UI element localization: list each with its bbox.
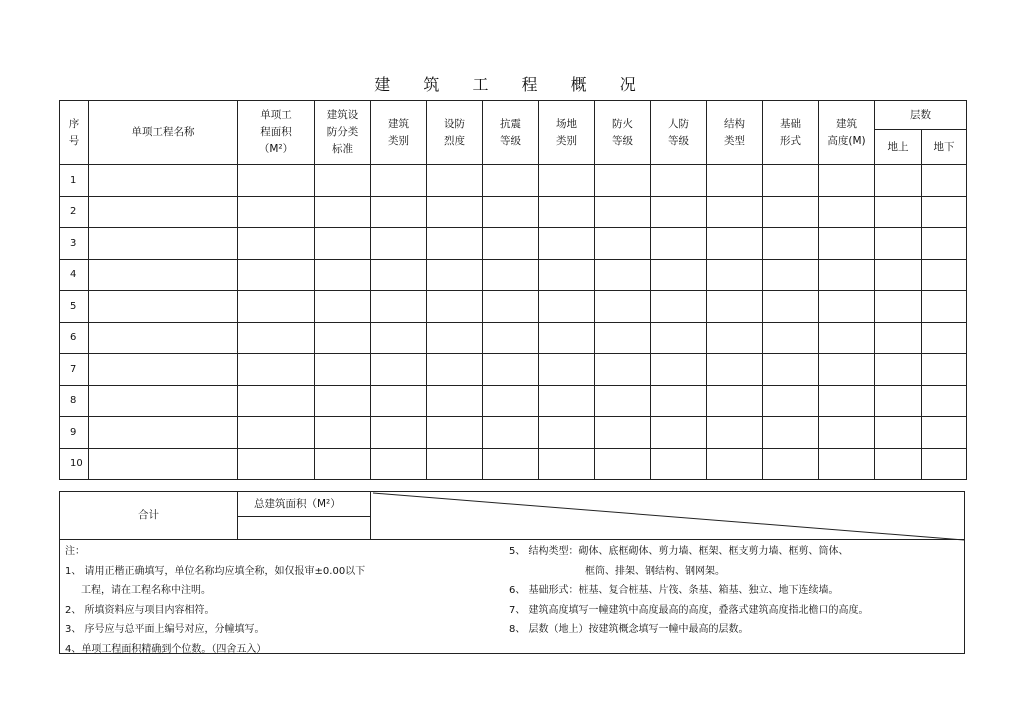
table-cell[interactable]: [651, 322, 707, 354]
table-cell[interactable]: [595, 165, 651, 197]
note-item: 8、 层数（地上）按建筑概念填写一幢中最高的层数。: [509, 624, 749, 635]
table-cell[interactable]: [922, 354, 967, 386]
table-row: [60, 196, 967, 228]
table-cell[interactable]: [651, 417, 707, 449]
table-cell[interactable]: [707, 196, 763, 228]
row-number: 8: [60, 385, 89, 417]
table-cell[interactable]: [371, 354, 427, 386]
table-cell[interactable]: [922, 228, 967, 260]
table-cell[interactable]: [819, 196, 875, 228]
table-cell[interactable]: [427, 322, 483, 354]
total-label: 合计: [59, 491, 238, 540]
table-cell[interactable]: [707, 291, 763, 323]
table-cell[interactable]: [875, 165, 922, 197]
header-seq: 序 号: [60, 101, 89, 165]
table-cell[interactable]: [539, 259, 595, 291]
table-cell[interactable]: [763, 417, 819, 449]
header-site: 场地 类别: [539, 101, 595, 165]
note-item: 工程，请在工程名称中注明。: [81, 585, 211, 596]
table-cell[interactable]: [315, 322, 371, 354]
header-area: 单项工 程面积 （M²）: [238, 101, 315, 165]
table-cell[interactable]: [371, 385, 427, 417]
table-cell[interactable]: [595, 354, 651, 386]
table-cell[interactable]: [315, 354, 371, 386]
table-cell[interactable]: [819, 291, 875, 323]
table-cell[interactable]: [595, 291, 651, 323]
table-cell[interactable]: [539, 291, 595, 323]
table-cell[interactable]: [238, 354, 315, 386]
header-name: 单项工程名称: [89, 101, 238, 165]
table-cell[interactable]: [539, 448, 595, 480]
table-cell[interactable]: [427, 196, 483, 228]
table-cell[interactable]: [427, 448, 483, 480]
table-cell[interactable]: [707, 322, 763, 354]
table-cell[interactable]: [819, 417, 875, 449]
total-area-label: 总建筑面积（M²）: [237, 491, 371, 517]
table-row: [60, 417, 967, 449]
note-item: 4、单项工程面积精确到个位数。（四舍五入）: [65, 643, 267, 655]
table-cell[interactable]: [651, 385, 707, 417]
table-cell[interactable]: [427, 354, 483, 386]
table-cell[interactable]: [483, 228, 539, 260]
note-item: 1、 请用正楷正确填写，单位名称均应填全称，如仅报审±0.00以下: [65, 565, 366, 577]
table-cell[interactable]: [371, 165, 427, 197]
row-number: 4: [60, 259, 89, 291]
table-cell[interactable]: [763, 196, 819, 228]
table-cell[interactable]: [238, 322, 315, 354]
table-cell[interactable]: [651, 259, 707, 291]
table-cell[interactable]: [595, 196, 651, 228]
table-cell[interactable]: [707, 228, 763, 260]
table-cell[interactable]: [922, 417, 967, 449]
table-cell[interactable]: [371, 417, 427, 449]
table-cell[interactable]: [238, 448, 315, 480]
note-item: 3、 序号应与总平面上编号对应，分幢填写。: [65, 624, 265, 635]
table-row: [60, 385, 967, 417]
table-cell[interactable]: [427, 259, 483, 291]
notes-section: [59, 539, 965, 654]
table-cell[interactable]: [371, 228, 427, 260]
table-cell[interactable]: [483, 354, 539, 386]
table-cell[interactable]: [315, 417, 371, 449]
table-cell[interactable]: [427, 385, 483, 417]
table-cell[interactable]: [89, 291, 238, 323]
table-cell[interactable]: [483, 448, 539, 480]
table-cell[interactable]: [539, 196, 595, 228]
table-cell[interactable]: [819, 165, 875, 197]
table-row: [60, 354, 967, 386]
row-number: 2: [60, 196, 89, 228]
notes-right: [509, 542, 869, 640]
table-cell[interactable]: [238, 417, 315, 449]
table-cell[interactable]: [539, 417, 595, 449]
table-cell[interactable]: [707, 448, 763, 480]
table-cell[interactable]: [707, 385, 763, 417]
total-area-value[interactable]: [237, 516, 371, 540]
table-cell[interactable]: [371, 448, 427, 480]
table-cell[interactable]: [595, 448, 651, 480]
table-cell[interactable]: [922, 196, 967, 228]
table-cell[interactable]: [371, 196, 427, 228]
table-cell[interactable]: [595, 228, 651, 260]
row-number: 7: [60, 354, 89, 386]
table-cell[interactable]: [595, 417, 651, 449]
table-cell[interactable]: [483, 417, 539, 449]
table-cell[interactable]: [483, 291, 539, 323]
note-item: 6、 基础形式：桩基、复合桩基、片筏、条基、箱基、独立、地下连续墙。: [509, 585, 839, 596]
table-cell[interactable]: [315, 196, 371, 228]
table-cell[interactable]: [427, 165, 483, 197]
table-cell[interactable]: [89, 385, 238, 417]
header-floors-above: 地上: [875, 130, 922, 165]
header-seismic: 抗震 等级: [483, 101, 539, 165]
table-cell[interactable]: [922, 291, 967, 323]
notes-heading: 注：: [65, 546, 85, 557]
note-item: 框筒、排架、钢结构、钢网架。: [585, 565, 725, 577]
table-cell[interactable]: [763, 165, 819, 197]
table-cell[interactable]: [595, 385, 651, 417]
table-cell[interactable]: [651, 228, 707, 260]
diagonal-strike: [371, 492, 966, 541]
table-cell[interactable]: [595, 259, 651, 291]
table-cell[interactable]: [238, 196, 315, 228]
table-cell[interactable]: [315, 165, 371, 197]
table-cell[interactable]: [875, 448, 922, 480]
table-body: [60, 165, 967, 480]
table-cell[interactable]: [539, 354, 595, 386]
row-number: 5: [60, 291, 89, 323]
note-item: 2、 所填资料应与项目内容相符。: [65, 604, 215, 616]
table-cell[interactable]: [315, 448, 371, 480]
table-cell[interactable]: [483, 196, 539, 228]
total-blank-area: [370, 491, 965, 540]
overview-form: [59, 100, 965, 654]
table-cell[interactable]: [875, 196, 922, 228]
table-cell[interactable]: [651, 291, 707, 323]
row-number: 10: [60, 448, 89, 480]
table-cell[interactable]: [651, 196, 707, 228]
note-item: 5、 结构类型：砌体、底框砌体、剪力墙、框架、框支剪力墙、框剪、筒体、: [509, 546, 849, 557]
header-structure: 结构 类型: [707, 101, 763, 165]
table-cell[interactable]: [371, 259, 427, 291]
table-cell[interactable]: [483, 322, 539, 354]
table-row: [60, 448, 967, 480]
header-fire: 防火 等级: [595, 101, 651, 165]
table-cell[interactable]: [819, 228, 875, 260]
table-cell[interactable]: [763, 291, 819, 323]
table-cell[interactable]: [763, 385, 819, 417]
table-cell[interactable]: [315, 228, 371, 260]
table-cell[interactable]: [427, 228, 483, 260]
table-row: [60, 291, 967, 323]
table-cell[interactable]: [315, 259, 371, 291]
table-cell[interactable]: [922, 448, 967, 480]
header-building-type: 建筑 类别: [371, 101, 427, 165]
table-cell[interactable]: [707, 354, 763, 386]
table-cell[interactable]: [539, 228, 595, 260]
table-cell[interactable]: [651, 165, 707, 197]
table-cell[interactable]: [763, 448, 819, 480]
table-cell[interactable]: [875, 385, 922, 417]
table-cell[interactable]: [315, 291, 371, 323]
table-cell[interactable]: [707, 417, 763, 449]
table-cell[interactable]: [651, 448, 707, 480]
table-cell[interactable]: [819, 448, 875, 480]
table-cell[interactable]: [819, 322, 875, 354]
table-cell[interactable]: [819, 259, 875, 291]
table-cell[interactable]: [875, 291, 922, 323]
row-number: 3: [60, 228, 89, 260]
header-floors: 层数: [875, 101, 967, 130]
row-number: 9: [60, 417, 89, 449]
table-cell[interactable]: [922, 385, 967, 417]
table-cell[interactable]: [595, 322, 651, 354]
table-cell[interactable]: [763, 259, 819, 291]
table-cell[interactable]: [922, 322, 967, 354]
table-cell[interactable]: [922, 259, 967, 291]
table-cell[interactable]: [89, 228, 238, 260]
header-height: 建筑 高度(M): [819, 101, 875, 165]
table-cell[interactable]: [651, 354, 707, 386]
table-cell[interactable]: [483, 259, 539, 291]
header-defense: 建筑设 防分类 标准: [315, 101, 371, 165]
table-cell[interactable]: [539, 322, 595, 354]
table-cell[interactable]: [238, 385, 315, 417]
header-foundation: 基础 形式: [763, 101, 819, 165]
header-floors-below: 地下: [922, 130, 967, 165]
page-title: 建 筑 工 程 概 况: [374, 75, 650, 94]
table-cell[interactable]: [819, 385, 875, 417]
table-cell[interactable]: [238, 291, 315, 323]
table-cell[interactable]: [539, 165, 595, 197]
table-cell[interactable]: [238, 228, 315, 260]
table-cell[interactable]: [89, 259, 238, 291]
table-cell[interactable]: [483, 165, 539, 197]
table-row: [60, 228, 967, 260]
table-cell[interactable]: [763, 228, 819, 260]
table-row: [60, 259, 967, 291]
table-cell[interactable]: [707, 165, 763, 197]
notes-left: [65, 542, 365, 659]
table-cell[interactable]: [875, 354, 922, 386]
table-cell[interactable]: [875, 417, 922, 449]
table-cell[interactable]: [875, 322, 922, 354]
table-cell[interactable]: [371, 291, 427, 323]
table-cell[interactable]: [875, 259, 922, 291]
header-civil-defense: 人防 等级: [651, 101, 707, 165]
table-cell[interactable]: [238, 259, 315, 291]
table-cell[interactable]: [89, 417, 238, 449]
table-cell[interactable]: [819, 354, 875, 386]
table-cell[interactable]: [922, 165, 967, 197]
table-row: [60, 165, 967, 197]
table-cell[interactable]: [89, 322, 238, 354]
table-cell[interactable]: [315, 385, 371, 417]
table-cell[interactable]: [238, 165, 315, 197]
table-cell[interactable]: [875, 228, 922, 260]
table-cell[interactable]: [763, 322, 819, 354]
row-number: 1: [60, 165, 89, 197]
table-cell[interactable]: [483, 385, 539, 417]
row-number: 6: [60, 322, 89, 354]
table-cell[interactable]: [89, 448, 238, 480]
table-cell[interactable]: [763, 354, 819, 386]
table-cell[interactable]: [427, 417, 483, 449]
note-item: 7、 建筑高度填写一幢建筑中高度最高的高度，叠落式建筑高度指北檐口的高度。: [509, 604, 869, 616]
total-row: [59, 491, 965, 540]
table-cell[interactable]: [427, 291, 483, 323]
table-cell[interactable]: [89, 196, 238, 228]
table-cell[interactable]: [371, 322, 427, 354]
header-fortify: 设防 烈度: [427, 101, 483, 165]
table-cell[interactable]: [539, 385, 595, 417]
table-cell[interactable]: [707, 259, 763, 291]
project-table: [59, 100, 967, 480]
table-cell[interactable]: [89, 354, 238, 386]
table-cell[interactable]: [89, 165, 238, 197]
table-row: [60, 322, 967, 354]
